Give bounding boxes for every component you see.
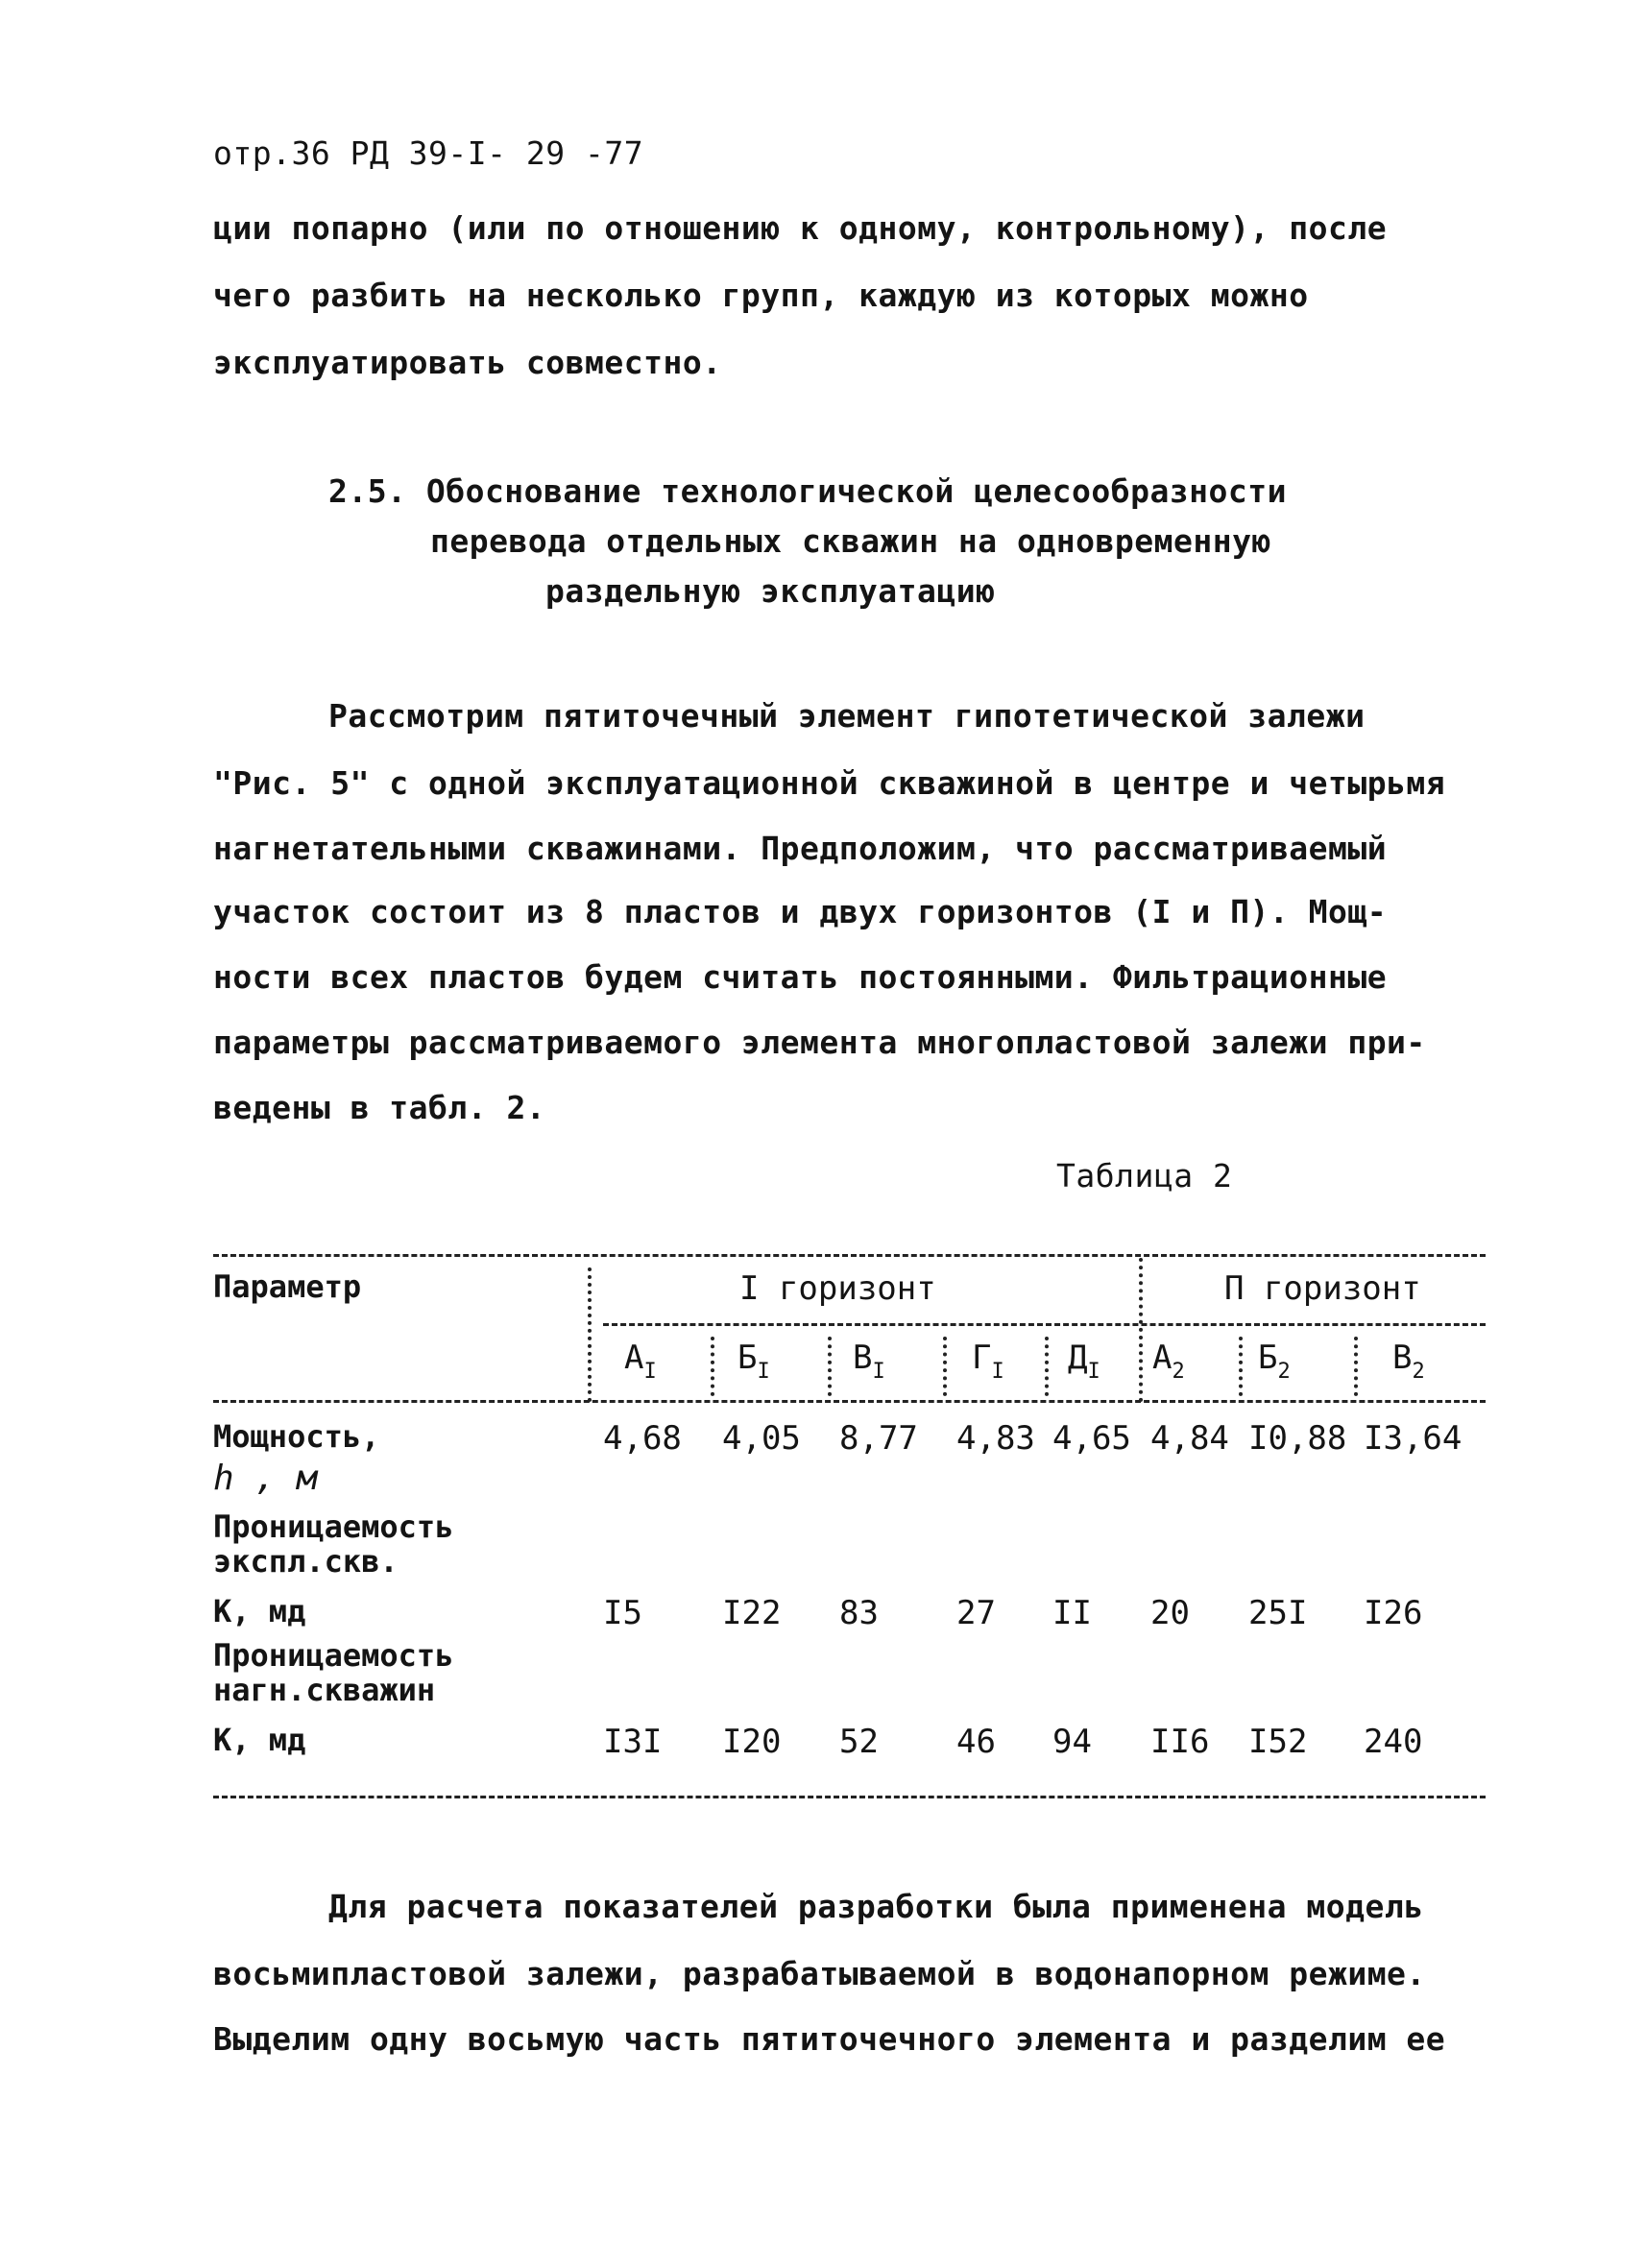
para1-line-1: Рассмотрим пятиточечный элемент гипотетической залежи — [328, 697, 1366, 735]
para1-line-4: участок состоит из 8 пластов и двух горизонтов (I и П). Мощ- — [213, 893, 1388, 930]
table-cell: 46 — [956, 1723, 996, 1761]
table-cell: 20 — [1150, 1594, 1190, 1632]
table-cell: 240 — [1364, 1723, 1423, 1761]
table-cell: I0,88 — [1248, 1419, 1347, 1458]
para1-line-6: параметры рассматриваемого элемента многопластовой залежи при- — [213, 1024, 1426, 1061]
table-col-sep-6 — [1239, 1337, 1243, 1396]
row-perm-prod-label-3: К, мд — [213, 1593, 306, 1629]
table-col-sep-5 — [1045, 1337, 1049, 1396]
table-col-sep-4 — [943, 1337, 947, 1396]
table-cell: 4,84 — [1150, 1419, 1229, 1458]
table-cell: II — [1052, 1594, 1092, 1632]
table-cell: I3,64 — [1364, 1419, 1463, 1458]
section-heading-line-3: раздельную эксплуатацию — [545, 572, 996, 610]
col-header-d1: $Д_I$ — [1068, 1339, 1100, 1384]
row-thickness-label-1: Мощность, — [213, 1418, 380, 1455]
col-header-b2: $Б_2$ — [1258, 1339, 1291, 1384]
intro-line-3: эксплуатировать совместно. — [213, 344, 722, 381]
table-cell: 27 — [956, 1594, 996, 1632]
table-col-sep-7 — [1354, 1337, 1358, 1396]
param-header: Параметр — [213, 1268, 362, 1305]
para1-line-5: ности всех пластов будем считать постоянными. Фильтрационные — [213, 958, 1388, 996]
table-cell: 4,83 — [956, 1419, 1035, 1458]
table-cell: 52 — [839, 1723, 879, 1761]
intro-line-2: чего разбить на несколько групп, каждую из которых можно — [213, 277, 1309, 314]
table-cell: I52 — [1248, 1723, 1308, 1761]
table-col-sep-1 — [588, 1267, 592, 1402]
table-cell: I3I — [603, 1723, 663, 1761]
table-title: Таблица 2 — [1056, 1157, 1233, 1194]
row-perm-inj-label-1: Проницаемость — [213, 1637, 454, 1674]
table-top-rule — [213, 1254, 1486, 1257]
section-heading-line-1: 2.5. Обоснование технологической целесообразности — [328, 472, 1288, 510]
table-col-sep-2 — [711, 1337, 714, 1396]
para2-line-1: Для расчета показателей разработки была применена модель — [328, 1888, 1424, 1925]
page-header: отр.36 РД 39-I- 29 -77 — [213, 134, 644, 172]
table-cell: 4,05 — [722, 1419, 801, 1458]
para2-line-3: Выделим одну восьмую часть пятиточечного элемента и разделим ее — [213, 2020, 1446, 2058]
para1-line-7: ведены в табл. 2. — [213, 1089, 546, 1126]
table-bottom-rule — [213, 1796, 1486, 1798]
table-cell: 8,77 — [839, 1419, 918, 1458]
col-header-a2: $А_2$ — [1152, 1339, 1185, 1384]
table-header-rule — [213, 1400, 1486, 1403]
col-header-v1: $В_I$ — [853, 1339, 885, 1384]
col-header-g1: $Г_I$ — [972, 1339, 1004, 1384]
table-sub-rule — [603, 1323, 1486, 1326]
col-header-a1: $А_I$ — [624, 1339, 657, 1384]
col-header-v2: $В_2$ — [1392, 1339, 1425, 1384]
table-cell: II6 — [1150, 1723, 1210, 1761]
table-cell: I22 — [722, 1594, 782, 1632]
table-cell: I26 — [1364, 1594, 1423, 1632]
table-col-sep-3 — [828, 1337, 832, 1396]
intro-line-1: ции попарно (или по отношению к одному, контрольному), после — [213, 209, 1388, 247]
row-perm-inj-label-3: К, мд — [213, 1722, 306, 1758]
group-header-1: I горизонт — [739, 1269, 936, 1308]
row-perm-prod-label-2: экспл.скв. — [213, 1543, 399, 1580]
table-cell: 83 — [839, 1594, 879, 1632]
table-cell: 4,68 — [603, 1419, 682, 1458]
para2-line-2: восьмипластовой залежи, разрабатываемой в водонапорном режиме. — [213, 1955, 1426, 1992]
table-cell: I20 — [722, 1723, 782, 1761]
row-perm-prod-label-1: Проницаемость — [213, 1508, 454, 1545]
col-header-b1: $Б_I$ — [737, 1339, 770, 1384]
row-thickness-label-2: h , м — [213, 1459, 318, 1498]
section-heading-line-2: перевода отдельных скважин на одновременную — [430, 522, 1271, 560]
table-cell: 94 — [1052, 1723, 1092, 1761]
table-col-sep-group — [1139, 1258, 1143, 1402]
table-cell: I5 — [603, 1594, 642, 1632]
group-header-2: П горизонт — [1224, 1269, 1421, 1308]
para1-line-2: "Рис. 5" с одной эксплуатационной скважиной в центре и четырьмя — [213, 764, 1446, 802]
row-perm-inj-label-2: нагн.скважин — [213, 1672, 436, 1708]
table-cell: 25I — [1248, 1594, 1308, 1632]
para1-line-3: нагнетательными скважинами. Предположим, что рассматриваемый — [213, 830, 1388, 867]
table-cell: 4,65 — [1052, 1419, 1131, 1458]
